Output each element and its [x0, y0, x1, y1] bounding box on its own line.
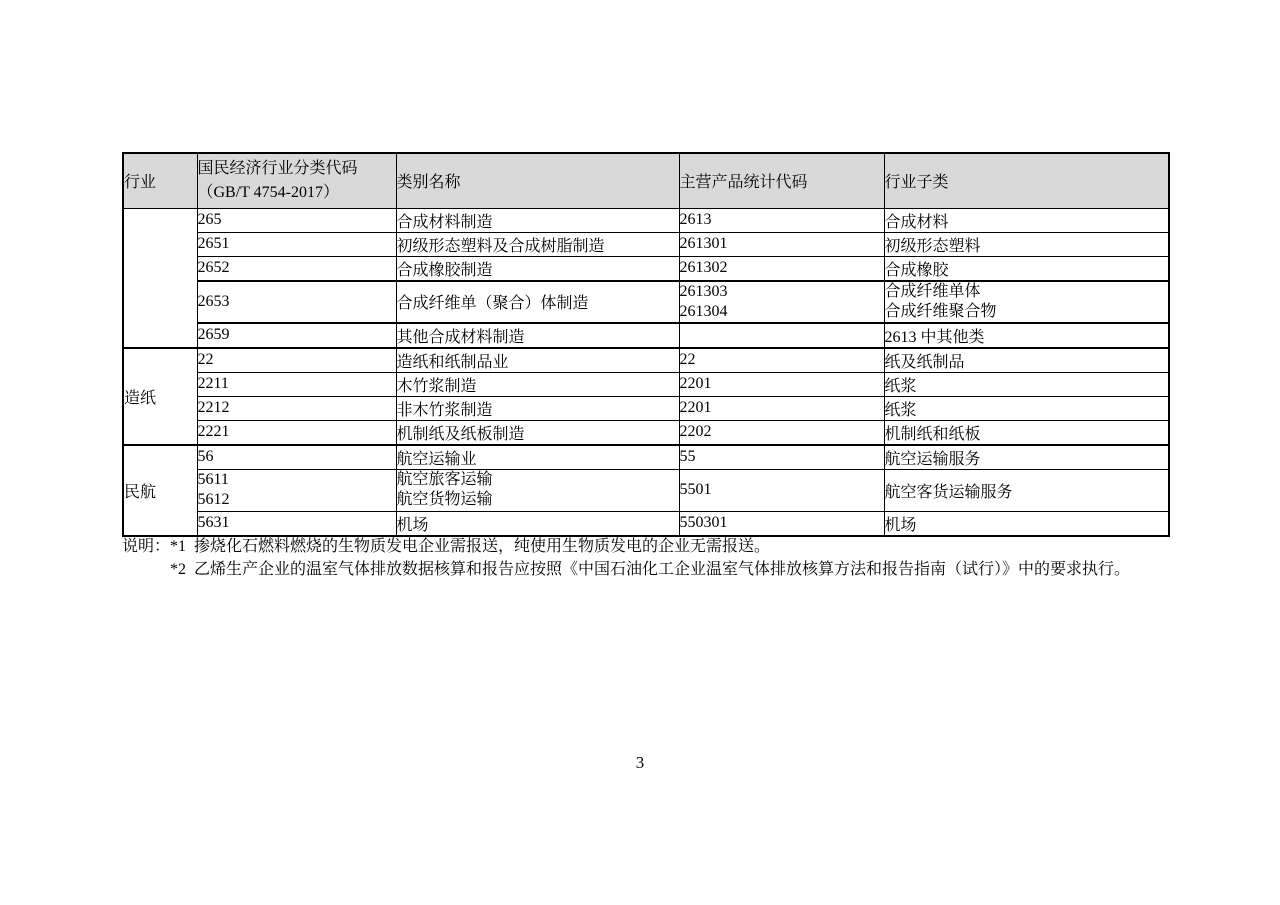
- cell-category-name: 初级形态塑料及合成树脂制造: [396, 232, 679, 256]
- cell-product-code: 261301: [679, 232, 884, 256]
- cell-category-name: 合成橡胶制造: [396, 256, 679, 281]
- gb-code-line: 5611: [197, 471, 229, 488]
- header-gb-code-line2: （GB/T 4754-2017）: [197, 183, 339, 201]
- cell-product-code: 550301: [679, 511, 884, 536]
- cell-gb-code: 2652: [197, 256, 396, 281]
- cell-product-code: 261302: [679, 256, 884, 281]
- cell-gb-code: 2221: [197, 420, 396, 445]
- cell-industry-subclass: 纸浆: [884, 396, 1169, 420]
- cell-industry-subclass: 航空客货运输服务: [884, 469, 1169, 511]
- subclass-line: 合成纤维单体: [884, 282, 981, 300]
- subclass-line: 合成纤维聚合物: [884, 302, 997, 320]
- note-2-text: 乙烯生产企业的温室气体排放数据核算和报告应按照《中国石油化工企业温室气体排放核算方法和报告指南（试行）》中的要求执行。: [194, 561, 1131, 578]
- cell-category-name: 机制纸及纸板制造: [396, 420, 679, 445]
- cell-product-code: 55: [679, 445, 884, 470]
- cell-gb-code: 2212: [197, 396, 396, 420]
- industry-classification-table: [122, 152, 1170, 537]
- header-industry: 行业: [123, 153, 197, 208]
- category-name-line: 航空旅客运输: [396, 471, 493, 488]
- product-code-line: 261303: [679, 282, 728, 300]
- cell-industry-subclass: 机制纸和纸板: [884, 420, 1169, 445]
- cell-product-code: 2201: [679, 396, 884, 420]
- header-industry-subclass: 行业子类: [884, 153, 1169, 208]
- cell-gb-code: 5631: [197, 511, 396, 536]
- cell-category-name: 机场: [396, 511, 679, 536]
- cell-industry-subclass: 机场: [884, 511, 1169, 536]
- cell-product-code: 2202: [679, 420, 884, 445]
- header-product-code: 主营产品统计代码: [679, 153, 884, 208]
- note-2-marker: *2: [170, 561, 186, 578]
- cell-gb-code: 2651: [197, 232, 396, 256]
- cell-category-name: 合成纤维单（聚合）体制造: [396, 281, 679, 323]
- category-name-line: 航空货物运输: [396, 491, 493, 508]
- note-line-2: [122, 558, 1182, 581]
- cell-gb-code: 265: [197, 208, 396, 232]
- note-1-text: 掺烧化石燃料燃烧的生物质发电企业需报送，纯使用生物质发电的企业无需报送。: [194, 538, 771, 555]
- product-code-line: 261304: [679, 302, 728, 320]
- cell-product-code: [679, 323, 884, 348]
- cell-product-code: 22: [679, 348, 884, 373]
- cell-industry-subclass: 合成橡胶: [884, 256, 1169, 281]
- cell-gb-code: 2211: [197, 372, 396, 396]
- cell-industry-subclass: 纸及纸制品: [884, 348, 1169, 373]
- note-1-marker: *1: [170, 538, 187, 555]
- cell-category-name: 非木竹浆制造: [396, 396, 679, 420]
- cell-gb-code: 56: [197, 445, 396, 470]
- cell-gb-code: 2653: [197, 281, 396, 323]
- cell-product-code: 5501: [679, 469, 884, 511]
- cell-gb-code: 22: [197, 348, 396, 373]
- cell-product-code: [679, 281, 884, 323]
- cell-category-name: [396, 469, 679, 511]
- cell-product-code: 2613: [679, 208, 884, 232]
- cell-industry-subclass: 2613 中其他类: [884, 323, 1169, 348]
- industry-group-cell: 造纸: [123, 348, 197, 445]
- cell-category-name: 造纸和纸制品业: [396, 348, 679, 373]
- notes-label: 说明：: [122, 538, 171, 555]
- cell-category-name: 合成材料制造: [396, 208, 679, 232]
- industry-group-cell: [123, 208, 197, 348]
- cell-industry-subclass: 纸浆: [884, 372, 1169, 396]
- cell-product-code: 2201: [679, 372, 884, 396]
- industry-group-cell: 民航: [123, 445, 197, 536]
- notes: [122, 535, 1182, 581]
- cell-industry-subclass: 合成材料: [884, 208, 1169, 232]
- cell-category-name: 航空运输业: [396, 445, 679, 470]
- cell-industry-subclass: [884, 281, 1169, 323]
- cell-category-name: 木竹浆制造: [396, 372, 679, 396]
- note-line-1: [122, 535, 1182, 558]
- cell-gb-code: [197, 469, 396, 511]
- cell-industry-subclass: 初级形态塑料: [884, 232, 1169, 256]
- cell-industry-subclass: 航空运输服务: [884, 445, 1169, 470]
- cell-gb-code: 2659: [197, 323, 396, 348]
- gb-code-line: 5612: [197, 491, 230, 508]
- header-category-name: 类别名称: [396, 153, 679, 208]
- header-gb-code-line1: 国民经济行业分类代码: [197, 159, 358, 177]
- header-gb-code: [197, 153, 396, 208]
- page-number: 3: [635, 753, 645, 772]
- cell-category-name: 其他合成材料制造: [396, 323, 679, 348]
